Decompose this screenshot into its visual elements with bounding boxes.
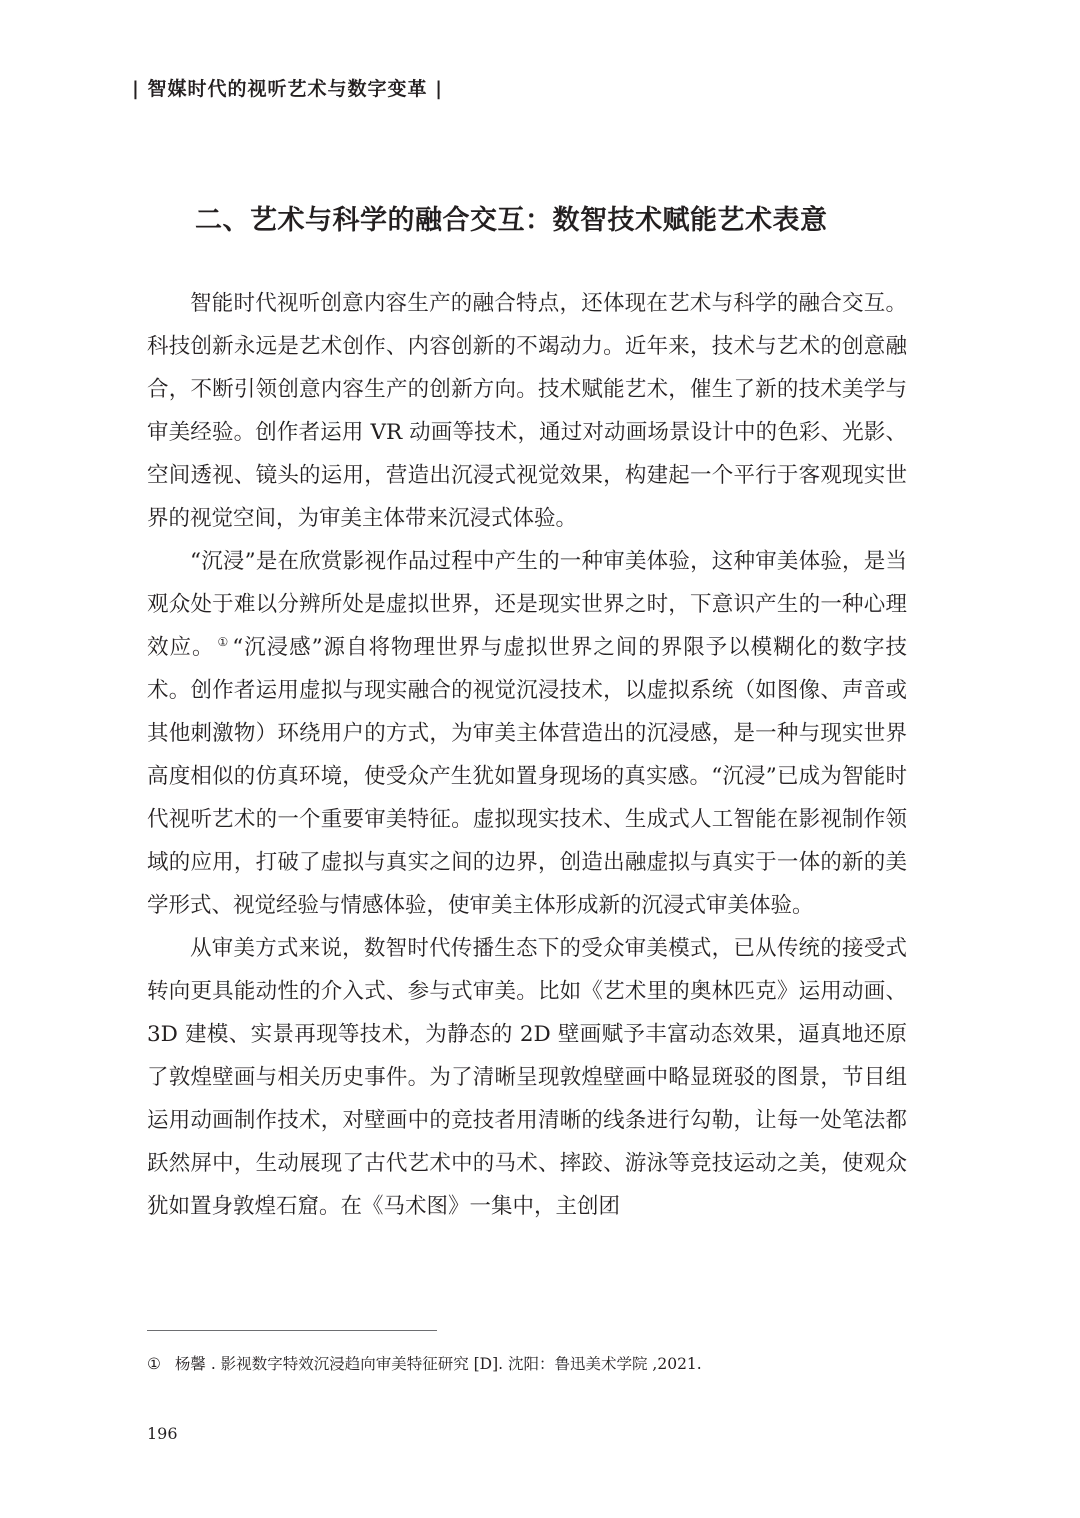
paragraph-2: [147, 540, 907, 927]
running-header: | 智媒时代的视听艺术与数字变革 |: [132, 78, 444, 100]
paragraph-2-part-1: “沉浸”是在欣赏影视作品过程中产生的一种审美体验，这种审美体验，是当观众处于难以分辨所处是虚拟世界，还是现实世界之时，下意识产生的一种心理效应。: [147, 549, 907, 660]
paragraph-1: 智能时代视听创意内容生产的融合特点，还体现在艺术与科学的融合交互。科技创新永远是艺术创作、内容创新的不竭动力。近年来，技术与艺术的创意融合，不断引领创意内容生产的创新方向。技术赋能艺术，催生了新的技术美学与审美经验。创作者运用 VR 动画等技术，通过对动画场景设计中的色彩、光影、空间透视、镜头的运用，营造出沉浸式视觉效果，构建起一个平行于客观现实世界的视觉空间，为审美主体带来沉浸式体验。: [147, 291, 907, 531]
section-title: 二、艺术与科学的融合交互：数智技术赋能艺术表意: [195, 205, 828, 236]
footnote: [147, 1352, 702, 1374]
footnote-mark: ①: [147, 1355, 161, 1373]
paragraph-3: 从审美方式来说，数智时代传播生态下的受众审美模式，已从传统的接受式转向更具能动性的介入式、参与式审美。比如《艺术里的奥林匹克》运用动画、3D 建模、实景再现等技术，为静态的 2D 壁画赋予丰富动态效果，逼真地还原了敦煌壁画与相关历史事件。为了清晰呈现敦煌壁画中略显斑驳的图景，节目组运用动画制作技术，对壁画中的竞技者用清晰的线条进行勾勒，让每一处笔法都跃然屏中，生动展现了古代艺术中的马术、摔跤、游泳等竞技运动之美，使观众犹如置身敦煌石窟。在《马术图》一集中，主创团: [147, 936, 907, 1219]
page-number: 196: [147, 1424, 178, 1443]
body-text: [147, 282, 907, 1228]
paragraph-2-part-2: “沉浸感”源自将物理世界与虚拟世界之间的界限予以模糊化的数字技术。创作者运用虚拟与现实融合的视觉沉浸技术，以虚拟系统（如图像、声音或其他刺激物）环绕用户的方式，为审美主体营造出的沉浸感，是一种与现实世界高度相似的仿真环境，使受众产生犹如置身现场的真实感。“沉浸”已成为智能时代视听艺术的一个重要审美特征。虚拟现实技术、生成式人工智能在影视制作领域的应用，打破了虚拟与真实之间的边界，创造出融虚拟与真实于一体的新的美学形式、视觉经验与情感体验，使审美主体形成新的沉浸式审美体验。: [147, 635, 907, 918]
footnote-text: 杨馨 . 影视数字特效沉浸趋向审美特征研究 [D]. 沈阳：鲁迅美术学院 ,2021.: [174, 1355, 702, 1373]
footnote-divider: [147, 1330, 437, 1331]
footnote-reference[interactable]: ①: [217, 635, 230, 649]
